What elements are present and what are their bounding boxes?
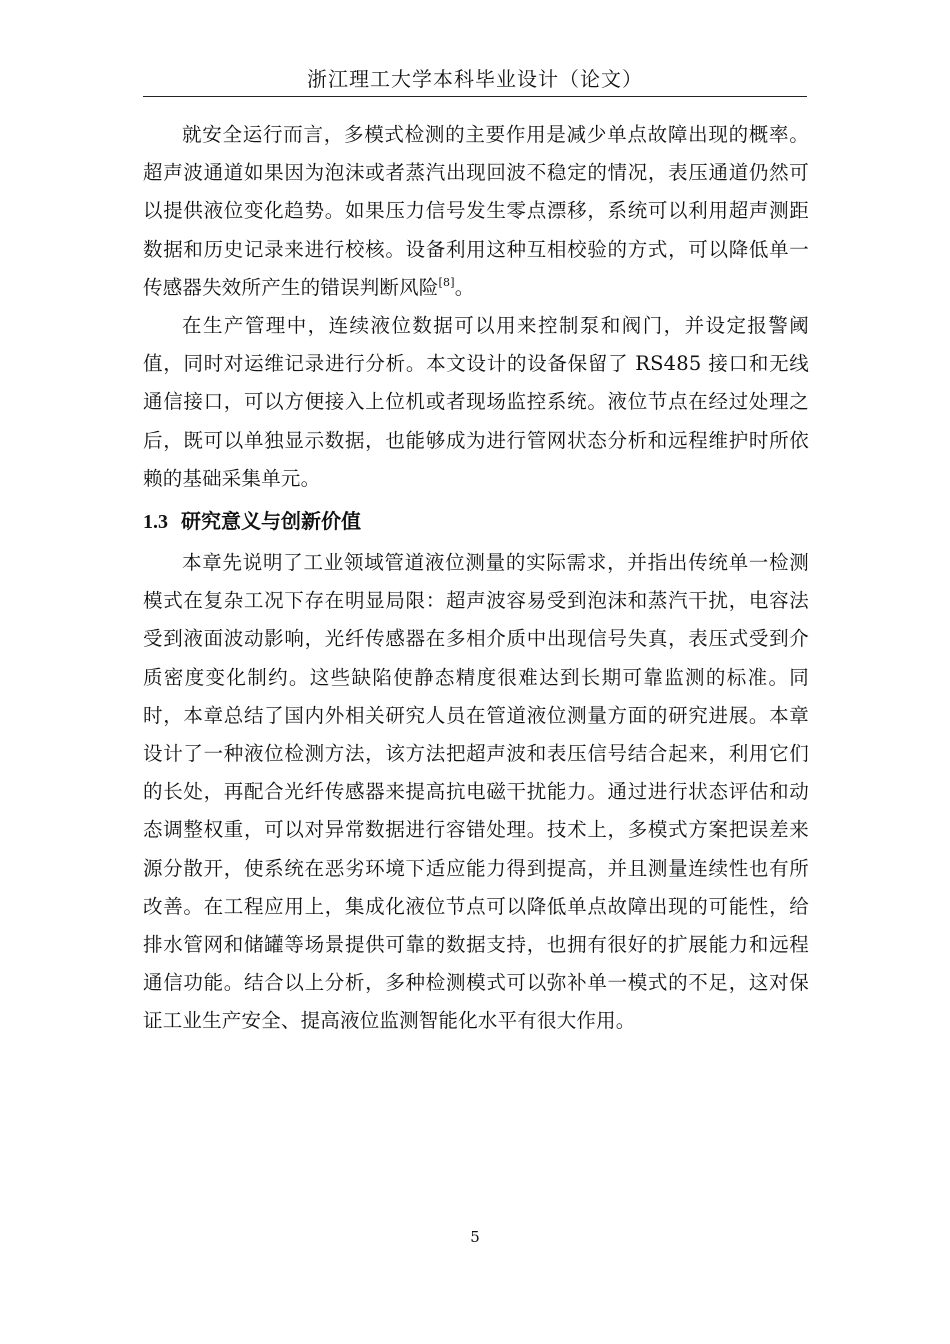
- paragraph-safety: [143, 116, 809, 307]
- section-number: 1.3: [143, 511, 168, 534]
- section-title: 研究意义与创新价值: [181, 509, 361, 534]
- running-header: 浙江理工大学本科毕业设计（论文）: [143, 64, 807, 97]
- paragraph-production: 在生产管理中，连续液位数据可以用来控制泵和阀门，并设定报警阈值，同时对运维记录进行分析。本文设计的设备保留了 RS485 接口和无线通信接口，可以方便接入上位机或者现场监控系统。液位节点在经过处理之后，既可以单独显示数据，也能够成为进行管网状态分析和远程维护时所依赖的基础采集单元。: [143, 314, 809, 490]
- paragraph-safety-end: 。: [454, 275, 475, 299]
- paragraph-significance: 本章先说明了工业领域管道液位测量的实际需求，并指出传统单一检测模式在复杂工况下存在明显局限：超声波容易受到泡沫和蒸汽干扰，电容法受到液面波动影响，光纤传感器在多相介质中出现信号失真，表压式受到介质密度变化制约。这些缺陷使静态精度很难达到长期可靠监测的标准。同时，本章总结了国内外相关研究人员在管道液位测量方面的研究进展。本章设计了一种液位检测方法，该方法把超声波和表压信号结合起来，利用它们的长处，再配合光纤传感器来提高抗电磁干扰能力。通过进行状态评估和动态调整权重，可以对异常数据进行容错处理。技术上，多模式方案把误差来源分散开，使系统在恶劣环境下适应能力得到提高，并且测量连续性也有所改善。在工程应用上，集成化液位节点可以降低单点故障出现的可能性，给排水管网和储罐等场景提供可靠的数据支持，也拥有很好的扩展能力和远程通信功能。结合以上分析，多种检测模式可以弥补单一模式的不足，这对保证工业生产安全、提高液位监测智能化水平有很大作用。: [143, 551, 809, 1033]
- section-heading: [143, 498, 809, 544]
- page-number: 5: [470, 1228, 480, 1246]
- paragraph-safety-text: 就安全运行而言，多模式检测的主要作用是减少单点故障出现的概率。超声波通道如果因为泡沫或者蒸汽出现回波不稳定的情况，表压通道仍然可以提供液位变化趋势。如果压力信号发生零点漂移，系统可以利用超声测距数据和历史记录来进行校核。设备利用这种互相校验的方式，可以降低单一传感器失效所产生的错误判断风险: [143, 123, 809, 299]
- citation-marker: [8]: [438, 275, 455, 289]
- page-body: [143, 116, 809, 1041]
